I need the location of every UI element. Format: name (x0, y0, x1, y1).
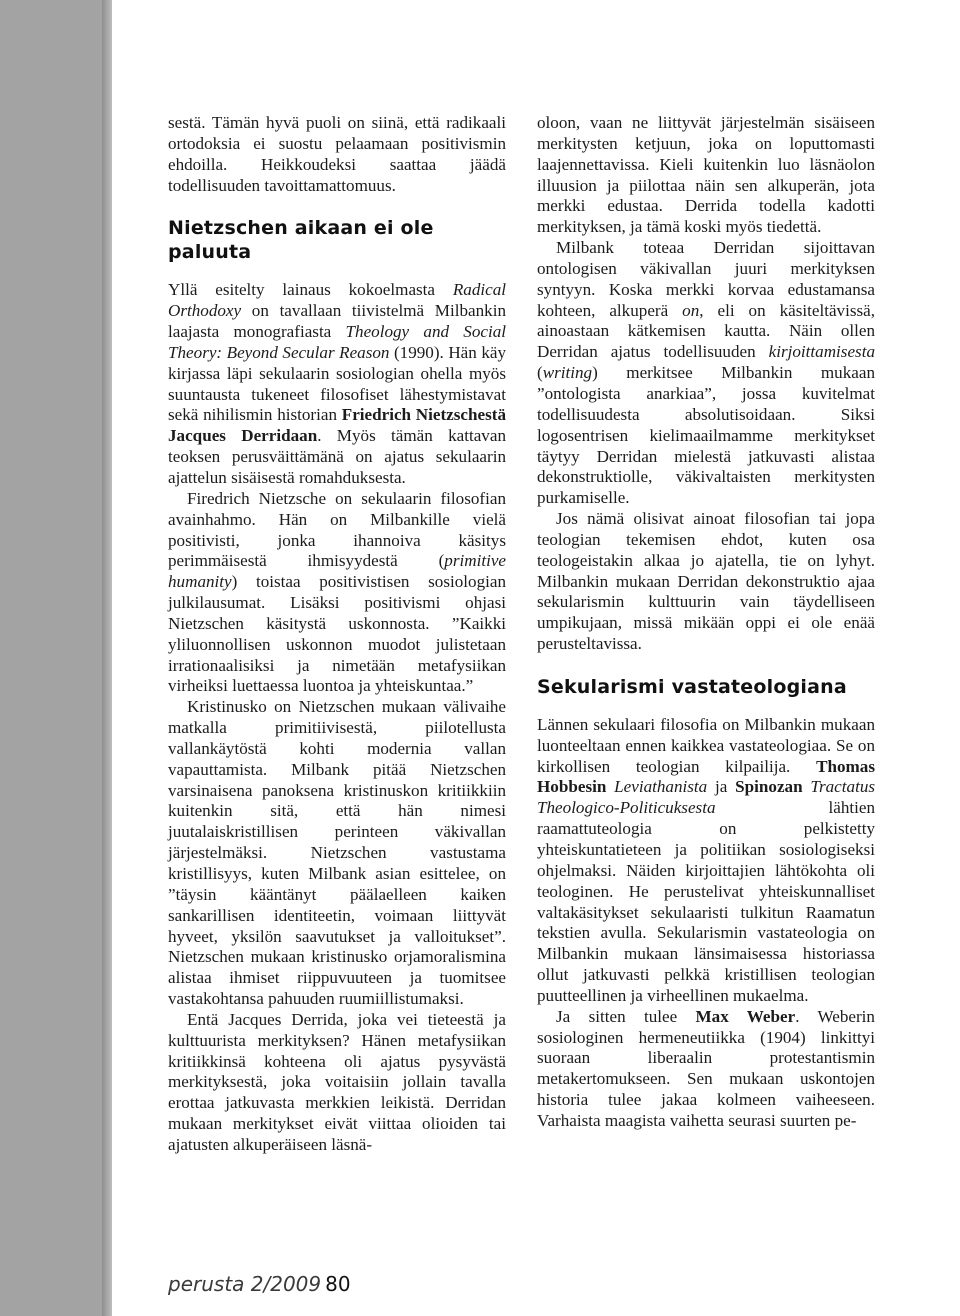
left-paragraph-4: Entä Jacques Derrida, joka vei tieteestä ja kulttuurista merkityksen? Hänen metafysiikan kritiikkinsä kohteena oli ajatus pysyvästä merkityksestä, joka voitaisiin jollain tavalla erottaa jatkuvasta merkkien leikistä. Derridan mukaan merkitykset eivät viittaa olioiden tai ajatusten alkuperäiseen läsnä- (168, 1009, 506, 1154)
magazine-issue: perusta 2/2009 (168, 1272, 322, 1296)
right-paragraph-1: Milbank toteaa Derridan sijoittavan ontologisen väkivallan juuri merkityksen syntyyn. Koska merkki korvaa edustamansa kohteen, alkuperä on, eli on käsiteltävissä, ainoastaan kätkemisen kautta. Näin ollen Derridan ajatus todellisuuden kirjoittamisesta (writing) merkitsee Milbankin mukaan ”ontologista anarkiaa”, jossa kuvitelmat todellisuudesta absolutisoidaan. Siksi logosentrisen kielimaailmamme merkitykset täytyy Derridan mielestä jatkuvasti alistaa dekonstruktiolle, väkivaltaisten merkitysten purkamiselle. (537, 238, 875, 508)
right-paragraph-4: Ja sitten tulee Max Weber. Weberin sosiologinen hermeneutiikka (1904) linkittyi suoraan liberaalin protestantismin metakertomukseen. Sen mukaan uskontojen historia tulee jakaa kolmeen vaiheeseen. Varhaista maagista vaihetta seurasi suurten pe- (537, 1006, 875, 1130)
left-paragraph-1: Yllä esitelty lainaus kokoelmasta Radical Orthodoxy on tavallaan tiivistelmä Milbankin laajasta monografiasta Theology and Social Theory: Beyond Secular Reason (1990). Hän käy kirjassa läpi sekulaarin sosiologian ohella myös suuntausta tukeneet filosofiset lähestymistavat sekä nihilismin historian Friedrich Nietzschestä Jacques Derridaan. Myös tämän kattavan teoksen perusväittämänä on ajatus sekulaarin ajattelun sisäisestä romahduksesta. (168, 280, 507, 487)
side-margin-bar (0, 0, 112, 1316)
right-continued-paragraph: oloon, vaan ne liittyvät järjestelmän sisäiseen merkitysten ketjuun, joka on loputtomasti laajennettavissa. Kieli kuitenkin luo läsnäolon illuusion ja piilottaa näin sen alkuperän, jota merkki edustaa. Derrida todella kadotti merkityksen, ja tämä koski myös tiedettä. (537, 113, 875, 237)
side-margin-edge (102, 0, 112, 1316)
page-footer (168, 1272, 351, 1296)
left-column (168, 113, 506, 1156)
right-paragraph-3: Lännen sekulaari filosofia on Milbankin mukaan luonteeltaan ennen kaikkea vastateologiaa. Se on kirkollisen teologian kilpailija. Thomas Hobbesin Leviathanista ja Spinozan Tractatus Theologico-Politicuksesta lähtien raamattuteologia on pelkistetty yhteiskuntatieteen ja politiikan sosiologiseksi ohjelmaksi. Näiden kirjoittajien lähtökohta oli teologinen. He perustelivat yhteiskunnalliset valtakäsitykset sekulaaristi tulkitun Raamatun tekstien avulla. Sekularismin vastateologia on Milbankin mukaan länsimaisessa historiassa ollut jatkuvasti pelkkä kristillisen teologian puutteellinen ja virheellinen mukaelma. (537, 714, 876, 1005)
section-heading-nietzsche: Nietzschen aikaan ei ole paluuta (168, 217, 434, 264)
left-paragraph-2: Firedrich Nietzsche on sekulaarin filosofian avainhahmo. Hän on Milbankille vielä positivisti, jonka ihannoiva käsitys perimmäisestä ihmisyydestä (primitive humanity) toistaa positivistisen sosiologian julkilausumat. Lisäksi positivismi ohjasi Nietzschen käsitystä uskonnosta. ”Kaikki yliluonnollisen uskonnon muodot julistetaan irrationaalisiksi ja nimetään metafysiikan virheiksi luettaessa luontoa ja yhteiskuntaa.” (168, 488, 506, 696)
page-number: 80 (325, 1272, 351, 1296)
right-column (537, 113, 875, 1132)
section-heading-sekularismi: Sekularismi vastateologiana (537, 675, 847, 698)
left-continued-paragraph: sestä. Tämän hyvä puoli on siinä, että radikaali ortodoksia ei suostu pelaamaan positivismin ehdoilla. Heikkoudeksi saattaa jäädä todellisuuden tavoittamattomuus. (168, 113, 506, 195)
left-paragraph-3: Kristinusko on Nietzschen mukaan välivaihe matkalla primitiivisestä, piilotellusta vallankäytöstä kohti modernia vallan vapauttamista. Milbank pitää Nietzschen varsinaisena panoksena kristinuskon kritiikkiin kuitenkin sitä, että hän nimesi juutalaiskristillisen perinteen väkivallan järjestelmäksi. Nietzschen vastustama kristillisyys, kuten Milbank asian esittelee, on ”täysin kääntänyt päälaelleen kaiken sankarillisen identiteetin, voimaan liittyvät hyveet, yksilön saavutukset ja valloitukset”. Nietzschen mukaan kristinusko orjamoralismina alistaa ihmiset riippuvuuteen ja tuomitsee vastakohtansa pahuuden ruumiillistumaksi. (168, 697, 506, 1009)
right-paragraph-2: Jos nämä olisivat ainoat filosofian tai jopa teologian tekemisen ehdot, kuten osa teologeistakin alkaa jo ajatella, tie on lyhyt. Milbankin mukaan Derridan dekonstruktio ajaa sekularismin kulttuurin vain täydelliseen umpikujaan, missä mikään oppi ei ole enää perusteltavissa. (537, 509, 875, 654)
